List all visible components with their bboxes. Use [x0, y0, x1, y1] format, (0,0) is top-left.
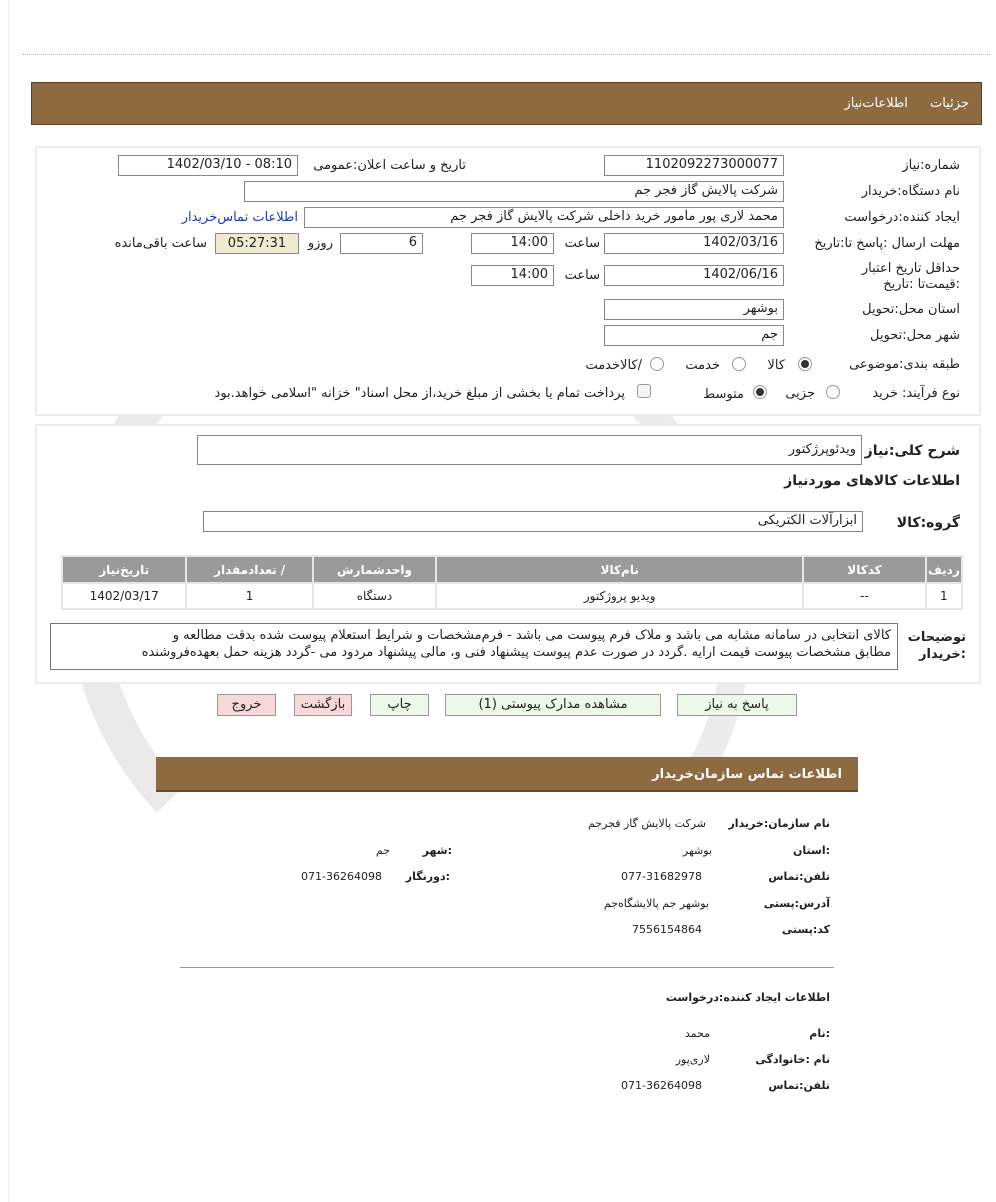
deadline-time-field: 14:00 [471, 233, 554, 254]
treasury-payment-checkbox[interactable] [637, 384, 651, 398]
contact-org-value: شرکت پالایش گاز فجرجم [587, 817, 706, 830]
creator-family-value: لاری‌پور [675, 1053, 710, 1066]
buyer-contact-link[interactable]: اطلاعات تماس‌خریدار [181, 210, 298, 225]
contact-city-label: :شهر [422, 844, 452, 857]
validity-date-field: 1402/06/16 [604, 265, 784, 286]
col-qty: / تعدادمقدار [187, 557, 311, 582]
notes-label: توضیحات :خریدار [907, 630, 966, 662]
category-goods-service-radio[interactable] [650, 357, 664, 371]
contact-city-value: جم [375, 844, 390, 857]
contact-address-value: بوشهر جم پالایشگاه‌جم [603, 897, 709, 910]
notes-box [50, 623, 898, 670]
col-date: تاریخ‌نیاز [63, 557, 185, 582]
creator-phone-value: 071-36264098 [621, 1079, 702, 1092]
summary-label: شرح کلی:نیاز [864, 443, 960, 459]
deadline-label: مهلت ارسال :پاسخ تا:تاریخ [814, 236, 960, 251]
attachments-button[interactable]: مشاهده مدارک پیوستی (1) [445, 694, 661, 716]
deadline-time-label: ساعت [564, 236, 600, 251]
category-service-label: خدمت [685, 358, 720, 373]
exit-button[interactable]: خروج [217, 694, 276, 716]
top-dotted-divider [22, 54, 990, 55]
need-number-field: 1102092273000077 [604, 155, 784, 176]
col-name: نام‌کالا [437, 557, 802, 582]
cell-date: 1402/03/17 [63, 584, 185, 608]
group-label: گروه:کالا [896, 515, 960, 531]
validity-label: حداقل تاریخ اعتبار :قیمت‌تا :تاریخ [861, 261, 960, 292]
deadline-date-field: 1402/03/16 [604, 233, 784, 254]
buyer-org-field: شرکت پالایش گاز فجر جم [244, 181, 784, 202]
remaining-label: ساعت باقی‌مانده [114, 236, 207, 251]
announce-label: تاریخ و ساعت اعلان:عمومی [313, 158, 466, 173]
validity-time-label: ساعت [564, 268, 600, 283]
category-goods-service-label: /کالاخدمت [585, 358, 642, 373]
items-table-wrap [61, 555, 963, 610]
creator-heading: اطلاعات ایجاد کننده:درخواست [665, 991, 830, 1004]
days-label: روزو [307, 236, 333, 251]
contact-phone-label: تلفن:تماس [768, 870, 830, 883]
tab-details[interactable]: جزئیات [930, 96, 969, 111]
reply-button[interactable]: پاسخ به نیاز [677, 694, 797, 716]
category-service-radio[interactable] [732, 357, 746, 371]
contact-org-label: نام سازمان:خریدار [728, 817, 830, 830]
treasury-payment-label: پرداخت تمام یا بخشی از مبلغ خرید،از محل اسناد" خزانه "اسلامی خواهد.بود [214, 386, 625, 401]
requester-label: ایجاد کننده:درخواست [844, 210, 960, 225]
contact-province-value: بوشهر [682, 844, 712, 857]
col-unit: واحدشمارش [314, 557, 435, 582]
back-button[interactable]: بازگشت [294, 694, 352, 716]
col-code: کدکالا [804, 557, 924, 582]
cell-code: -- [804, 584, 924, 608]
contact-address-label: آدرس:پستی [763, 897, 830, 910]
contact-phone-value: 077-31682978 [621, 870, 702, 883]
contact-divider [180, 967, 834, 968]
cell-name: ویدیو پروژکتور [437, 584, 802, 608]
days-field: 6 [340, 233, 423, 254]
notes-line-1: کالای انتخابی در سامانه مشابه می باشد و ملاک فرم پیوست می باشد - فرم‌مشخصات و شرایط استعلام پیوست شده بدقت مطالعه و [172, 628, 891, 643]
cell-qty: 1 [187, 584, 311, 608]
process-medium-radio[interactable] [753, 385, 767, 399]
process-medium-label: متوسط [703, 387, 744, 402]
summary-field: ویدئوپرژکتور [197, 435, 862, 465]
contact-fax-value: 071-36264098 [301, 870, 382, 883]
province-field: بوشهر [604, 299, 784, 320]
process-label: نوع فرآیند: [902, 386, 960, 401]
need-number-label: شماره:نیاز [902, 158, 960, 173]
process-minor-label: جزیی [785, 386, 815, 401]
creator-name-value: محمد [684, 1027, 710, 1040]
creator-name-label: :نام [809, 1027, 830, 1040]
validity-time-field: 14:00 [471, 265, 554, 286]
details-header-bar [31, 82, 982, 125]
creator-phone-label: تلفن:تماس [768, 1079, 830, 1092]
process-buy-label: خرید [872, 386, 898, 401]
buyer-org-label: نام دستگاه:خریدار [861, 184, 960, 199]
tab-need-info[interactable]: اطلاعات‌نیاز [844, 96, 908, 111]
requester-field: محمد لاری پور مامور خرید داخلی شرکت پالایش گاز فجر جم [304, 207, 784, 228]
contact-postal-value: 7556154864 [632, 923, 702, 936]
buyer-contact-bar: اطلاعات تماس سازمان‌خریدار [156, 757, 858, 792]
contact-postal-label: کد:پستی [781, 923, 830, 936]
table-header-row [63, 557, 961, 582]
process-minor-radio[interactable] [826, 385, 840, 399]
cell-unit: دستگاه [314, 584, 435, 608]
city-label: شهر محل:تحویل [870, 328, 960, 343]
contact-fax-label: :دورنگار [405, 870, 450, 883]
items-table [61, 555, 963, 610]
announce-field: 1402/03/10 - 08:10 [118, 155, 298, 176]
contact-province-label: :استان [793, 844, 830, 857]
print-button[interactable]: چاپ [370, 694, 429, 716]
province-label: استان محل:تحویل [862, 302, 960, 317]
col-row: ردیف [927, 557, 961, 582]
group-field: ابزارآلات الکتریکی [203, 511, 863, 532]
items-heading: اطلاعات کالاهای موردنیاز [784, 473, 960, 489]
notes-line-2: مطابق مشخصات پیوست قیمت ارایه .گردد در صورت عدم پیوست پیشنهاد فنی و، مالی پیشنهاد مردود می -گردد هزینه حمل بعهده‌فروشنده [141, 645, 891, 660]
city-field: جم [604, 325, 784, 346]
cell-row: 1 [927, 584, 961, 608]
category-label: طبقه بندی:موضوعی [849, 357, 960, 372]
category-goods-radio[interactable] [798, 357, 812, 371]
category-goods-label: کالا [767, 358, 785, 373]
creator-family-label: نام :خانوادگی [755, 1053, 830, 1066]
remaining-time-field: 05:27:31 [215, 233, 299, 254]
page-left-border [8, 0, 9, 1202]
table-row [63, 584, 961, 608]
